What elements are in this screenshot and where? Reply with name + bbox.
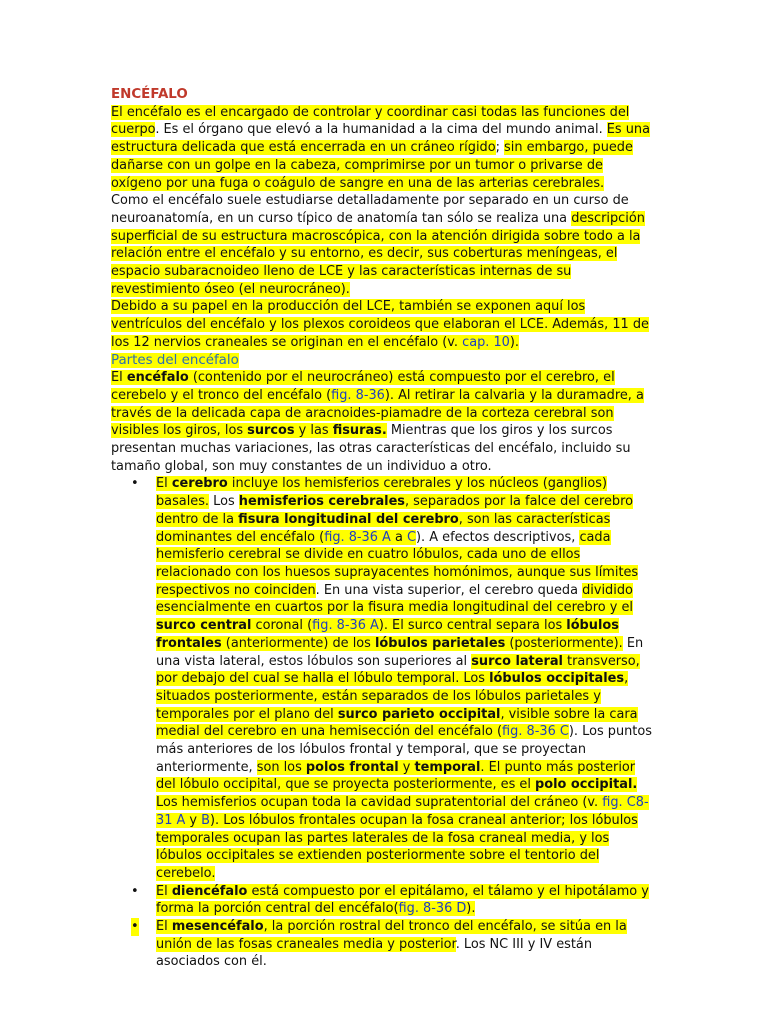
text-span: . En una vista superior, el cerebro queda [315,582,583,598]
keyword: lóbulos occipitales [489,671,625,687]
figure-reference-link[interactable]: fig. 8-36 [331,387,385,403]
page-title: ENCÉFALO [111,87,188,102]
text-span: El encéfalo es el encargado de controlar y coordinar casi todas las funciones del cuerpo [111,104,630,138]
list-item-cerebro [131,475,656,882]
text-span: (contenido por el neurocráneo) está compuesto por el cerebro, el cerebelo y el tronco del encéfalo ( [111,370,615,403]
text-span: y las [294,423,333,439]
text-span: ). El surco central separa los [378,618,567,634]
bullet-icon: • [131,883,139,899]
paragraph-intro [111,104,656,193]
text-span: El [111,370,127,386]
text-span: transverso, por debajo del cual se halla el lóbulo temporal. [156,653,640,687]
bullet-icon: • [131,476,139,492]
figure-reference-link[interactable]: fig. C8-31 A [156,795,649,828]
keyword: mesencéfalo [171,919,264,935]
text-span: descripción superficial de su estructura macroscópica, con la atención dirigida sobre todo a la relación entre el encéfalo y su entorno, es decir, sus coberturas meníngeas, el espacio subaracnoideo lleno de LCE y las características internas de su revestimiento óseo (el neurocráneo). [111,210,645,297]
keyword: polos frontal [305,759,399,775]
keyword: fisura longitudinal del cerebro [238,511,459,527]
list-item-mesencefalo [131,918,656,971]
text-span: El [156,883,172,899]
text-span: Es una estructura delicada que está encerrada en un cráneo rígido [111,122,650,156]
keyword: hemisferios cerebrales [238,494,405,510]
keyword: polo occipital. [535,777,638,793]
text-span: coronal ( [251,618,313,634]
text-span: son los [256,759,306,775]
text-span: Mientras que los giros y los surcos presentan muchas variaciones, las otras características del encéfalo, incluido su tamaño global, son muy constantes de un individuo a otro. [111,423,631,474]
paragraph-parts [111,369,656,475]
figure-reference-link[interactable]: fig. 8-36 C [502,724,569,740]
bullet-list [111,475,656,971]
text-span: , situados posteriormente, están separados de los lóbulos parietales y temporales por el plano del [156,671,629,722]
text-span: El [156,476,172,492]
text-span: sin embargo, puede dañarse con un golpe en la cabeza, comprimirse por un tumor o privarse de oxígeno por una fuga o coágulo de sangre en una de las arterias cerebrales. [111,140,633,191]
keyword: surcos [247,423,295,439]
keyword: cerebro [171,476,228,492]
text-span: . Es el órgano que elevó a la humanidad a la cima del mundo animal. [155,122,607,138]
keyword: lóbulos parietales [375,635,506,651]
paragraph-lce [111,298,656,351]
text-span: está compuesto por el epitálamo, el tálamo y el hipotálamo y forma la porción central del encéfalo( [156,883,649,917]
text-span: Debido a su papel en la producción del LCE, también se exponen aquí los ventrículos del encéfalo y los plexos coroideos que elaboran el LCE. Además, 11 de los 12 nervios craneales se originan en el encéfalo (v. [111,299,649,350]
document-body [111,86,656,971]
keyword: diencéfalo [171,883,248,899]
keyword: lóbulos frontales [156,618,619,651]
keyword: surco parieto occipital [337,706,501,722]
text-span: Los hemisferios ocupan toda la cavidad supratentorial del cráneo (v. [156,795,603,811]
text-span: ). A efectos descriptivos, [416,529,580,545]
text-span: ). [466,901,476,917]
paragraph-neuroanatomy [111,192,656,298]
bullet-icon: • [131,919,139,935]
section-heading-text: Partes del encéfalo [111,352,239,368]
text-span: ; [495,140,505,156]
figure-reference-link[interactable]: B [201,812,210,828]
text-span: Los [209,494,239,510]
figure-reference-link[interactable]: C [406,529,416,545]
figure-reference-link[interactable]: fig. 8-36 D [398,901,467,917]
text-span: ). [509,334,520,350]
text-span: Los [463,671,490,687]
text-span: dividido esencialmente en cuartos por la fisura media longitudinal del cerebro y el [156,582,633,616]
text-span: y [398,759,415,775]
text-span: En una vista lateral, estos lóbulos son superiores al [156,635,644,669]
text-span: incluye los hemisferios cerebrales y los núcleos (ganglios) basales. [156,476,607,510]
text-span: , son las características dominantes del encéfalo ( [156,511,611,545]
chapter-reference-link[interactable]: cap. 10 [462,334,510,350]
keyword: temporal [414,759,481,775]
text-span: y [185,812,202,828]
text-span: ). Los lóbulos frontales ocupan la fosa craneal anterior; los lóbulos temporales ocupan las partes laterales de la fosa craneal media, y los lóbulos occipitales se extienden posteriormente sobre el tentorio del cerebelo. [156,812,638,881]
text-span: Como el encéfalo suele estudiarse detalladamente por separado en un curso de neuroanatomía, en un curso típico de anatomía tan sólo se realiza una [111,193,629,226]
text-span: . Los NC III y IV están asociados con él. [156,936,592,970]
text-span: (anteriormente) de los [221,635,375,651]
text-span: , visible sobre la cara medial del cerebro en una hemisección del encéfalo ( [156,706,638,740]
text-span: se sitúa en la unión de las fosas craneales media y posterior [156,919,627,952]
keyword: encéfalo [126,370,189,386]
list-item-diencefalo [131,883,656,918]
text-span: a [390,529,407,545]
keyword: surco lateral [471,653,563,669]
keyword: fisuras. [332,423,387,439]
keyword: surco central [156,618,252,634]
text-span: , la porción rostral del tronco del encéfalo, [263,919,541,935]
figure-reference-link[interactable]: fig. 8-36 A [324,529,391,545]
text-span: cada hemisferio cerebral se divide en cuatro lóbulos, cada uno de ellos relacionado con los huesos suprayacentes homónimos, aunque sus límites respectivos no coinciden [156,529,639,598]
text-span: . El punto más posterior del lóbulo occipital, que se proyecta posteriormente, es el [156,759,636,793]
text-span: ). Los puntos más anteriores de los lóbulos frontal y temporal, que se proyectan anteriormente, [156,724,652,775]
text-span: El [156,919,172,935]
text-span: ). Al retirar la calvaria y la duramadre, a través de la delicada capa de aracnoides-piamadre de la corteza cerebral son visibles los giros, los [111,387,644,439]
figure-reference-link[interactable]: fig. 8-36 A [312,618,379,634]
text-span: (posteriormente). [505,635,623,651]
section-heading [111,352,656,370]
text-span: , separados por la falce del cerebro dentro de la [156,494,634,527]
